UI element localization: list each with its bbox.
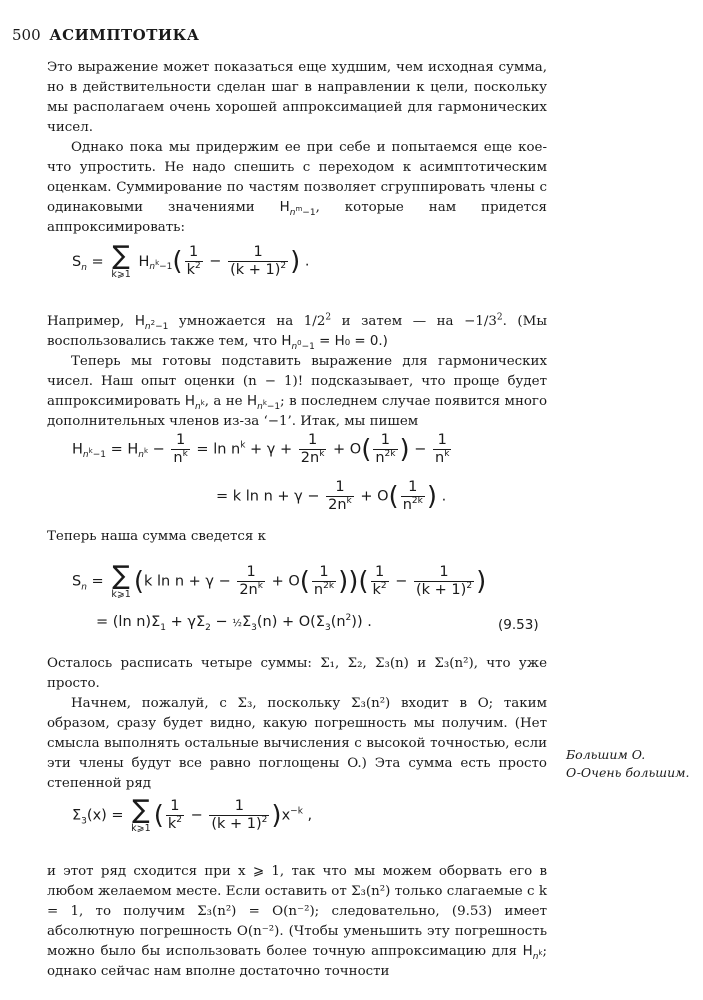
equation-sn-expanded-line1: $S_n$ = ∑ k⩾1 (k ln n + γ − $\frac{1}{2n^k}$ + O( $\frac{1}{n^{2k}}$ ))( $\frac{1}{k^2}$ − $\frac{1}{(k + 1)^2}$ )	[72, 561, 487, 600]
inline-formula: $H_{n^k}$	[522, 944, 543, 962]
paragraph	[47, 352, 547, 432]
paragraph-text: ; в последнем случае появится много дополнительных членов из-за ‘−1’. Итак, мы пишем	[47, 394, 548, 429]
paragraph-text: Теперь мы готовы подставить выражение для гармонических чисел. Наш опыт оценки (n − 1)! подсказывает, что проще будет аппроксимировать	[47, 354, 547, 409]
text-block-1	[47, 58, 547, 238]
inline-formula: $H_{n^k-1}$	[247, 394, 281, 412]
superscript: 2	[325, 312, 332, 323]
paragraph-text: Например,	[47, 314, 135, 329]
equation-sn: $S_n$ = ∑ k⩾1 $H_{n^k-1}$( $\frac{1}{k^2}$ − $\frac{1}{(k + 1)^2}$ ) .	[72, 241, 310, 280]
paragraph	[47, 862, 547, 982]
formula-symbol: H	[184, 394, 195, 409]
paragraph: Это выражение может показаться еще худшим, чем исходная сумма, но в действительности сделан шаг в направлении к цели, поскольку мы располагаем очень хорошей аппроксимацией для гармонических чисел.	[47, 60, 547, 135]
formula-tail: ₀ = 0.)	[344, 334, 388, 349]
paragraph-text: ; однако сейчас нам вполне достаточно точности	[47, 944, 547, 979]
paragraph-text: и затем — на −1/3	[331, 314, 497, 329]
paragraph	[47, 312, 547, 352]
paragraph-text: умножается на 1/2	[168, 314, 326, 329]
equation-number: (9.53)	[498, 617, 539, 633]
text-block-4	[47, 654, 547, 794]
equation-sn-expanded-line2: = (ln $n)\Sigma_1 + \gamma\Sigma_2$ − $\frac{1}{2}\Sigma_3(n) + O(\Sigma_3(n^2))$ .	[96, 613, 372, 633]
paragraph: Начнем, пожалуй, с Σ₃, поскольку Σ₃(n²) входит в O; таким образом, сразу будет видно, какую погрешность мы получим. (Нет смысла выполнять остальные вычисления с высокой точностью, если эти члены будут все равно поглощены O.) Эта сумма есть просто степенной ряд	[47, 696, 547, 791]
paragraph: Теперь наша сумма сведется к	[47, 529, 266, 544]
equation-sigma3: $\Sigma_3(x)$ = ∑ k⩾1 ( $\frac{1}{k^2}$ − $\frac{1}{(k + 1)^2}$ )$x^{-k}$ ,	[72, 795, 313, 834]
formula-symbol: H	[281, 334, 292, 349]
equation-harmonic-line1: $H_{n^k-1} = H_{n^k}$ − $\frac{1}{n^k}$ = $\ln n^k + \gamma$ + $\frac{1}{2n^k}$ + O( $\frac{1}{n^{2k}}$ ) − $\frac{1}{n^k}$	[72, 432, 450, 466]
formula-symbol: H	[334, 334, 345, 349]
formula-symbol: H	[134, 314, 145, 329]
paragraph-text: Однако пока мы придержим ее при себе и попытаемся еще кое-что упростить. Не надо спешить с переходом к асимптотическим оценкам. Суммирование по частям позволяет сгруппировать члены с одинаковыми значениями	[47, 140, 547, 215]
running-header	[12, 26, 199, 44]
page-number: 500	[12, 26, 41, 44]
sum-sign: ∑ k⩾1	[111, 241, 131, 280]
paragraph: Осталось расписать четыре суммы: Σ₁, Σ₂, Σ₃(n) и Σ₃(n²), что уже просто.	[47, 656, 547, 691]
paragraph-text: и этот ряд сходится при x ⩾ 1, так что мы можем оборвать его в любом желаемом месте. Если оставить от Σ₃(n²) только слагаемые с k = 1, то получим Σ₃(n²) = O(n⁻²); следовательно, (9.53) имеет абсолютную погрешность O(n⁻²). (Чтобы уменьшить эту погрешность можно было бы использовать более точную аппроксимацию для	[47, 864, 547, 959]
margin-note	[566, 746, 690, 782]
paragraph-text: , которые нам придется аппроксимировать:	[47, 200, 548, 235]
equation-harmonic-line2: = k ln n + γ − $\frac{1}{2n^k}$ + O( $\frac{1}{n^{2k}}$ ) .	[216, 479, 447, 513]
text-block-3	[47, 527, 547, 547]
inline-formula: $H_{n^k}$	[184, 394, 205, 412]
text-block-2	[47, 312, 547, 432]
inline-formula: $H_{n^0-1} = H_0 = 0$.)	[281, 334, 388, 352]
text-block-5	[47, 862, 547, 982]
superscript: 2	[496, 312, 503, 323]
formula-symbol: H	[279, 200, 290, 215]
margin-note-line: O-Очень большим.	[566, 765, 690, 780]
inline-formula: $H_{n^2-1}$	[134, 314, 169, 332]
margin-note-line: Большим O.	[566, 747, 646, 762]
paragraph	[47, 138, 547, 238]
chapter-title: АСИМПТОТИКА	[49, 26, 200, 44]
paragraph-text: . (Мы воспользовались также тем, что	[47, 314, 548, 349]
paragraph-text: , а не	[204, 394, 248, 409]
inline-formula: $H_{n^m-1}$	[279, 200, 316, 218]
